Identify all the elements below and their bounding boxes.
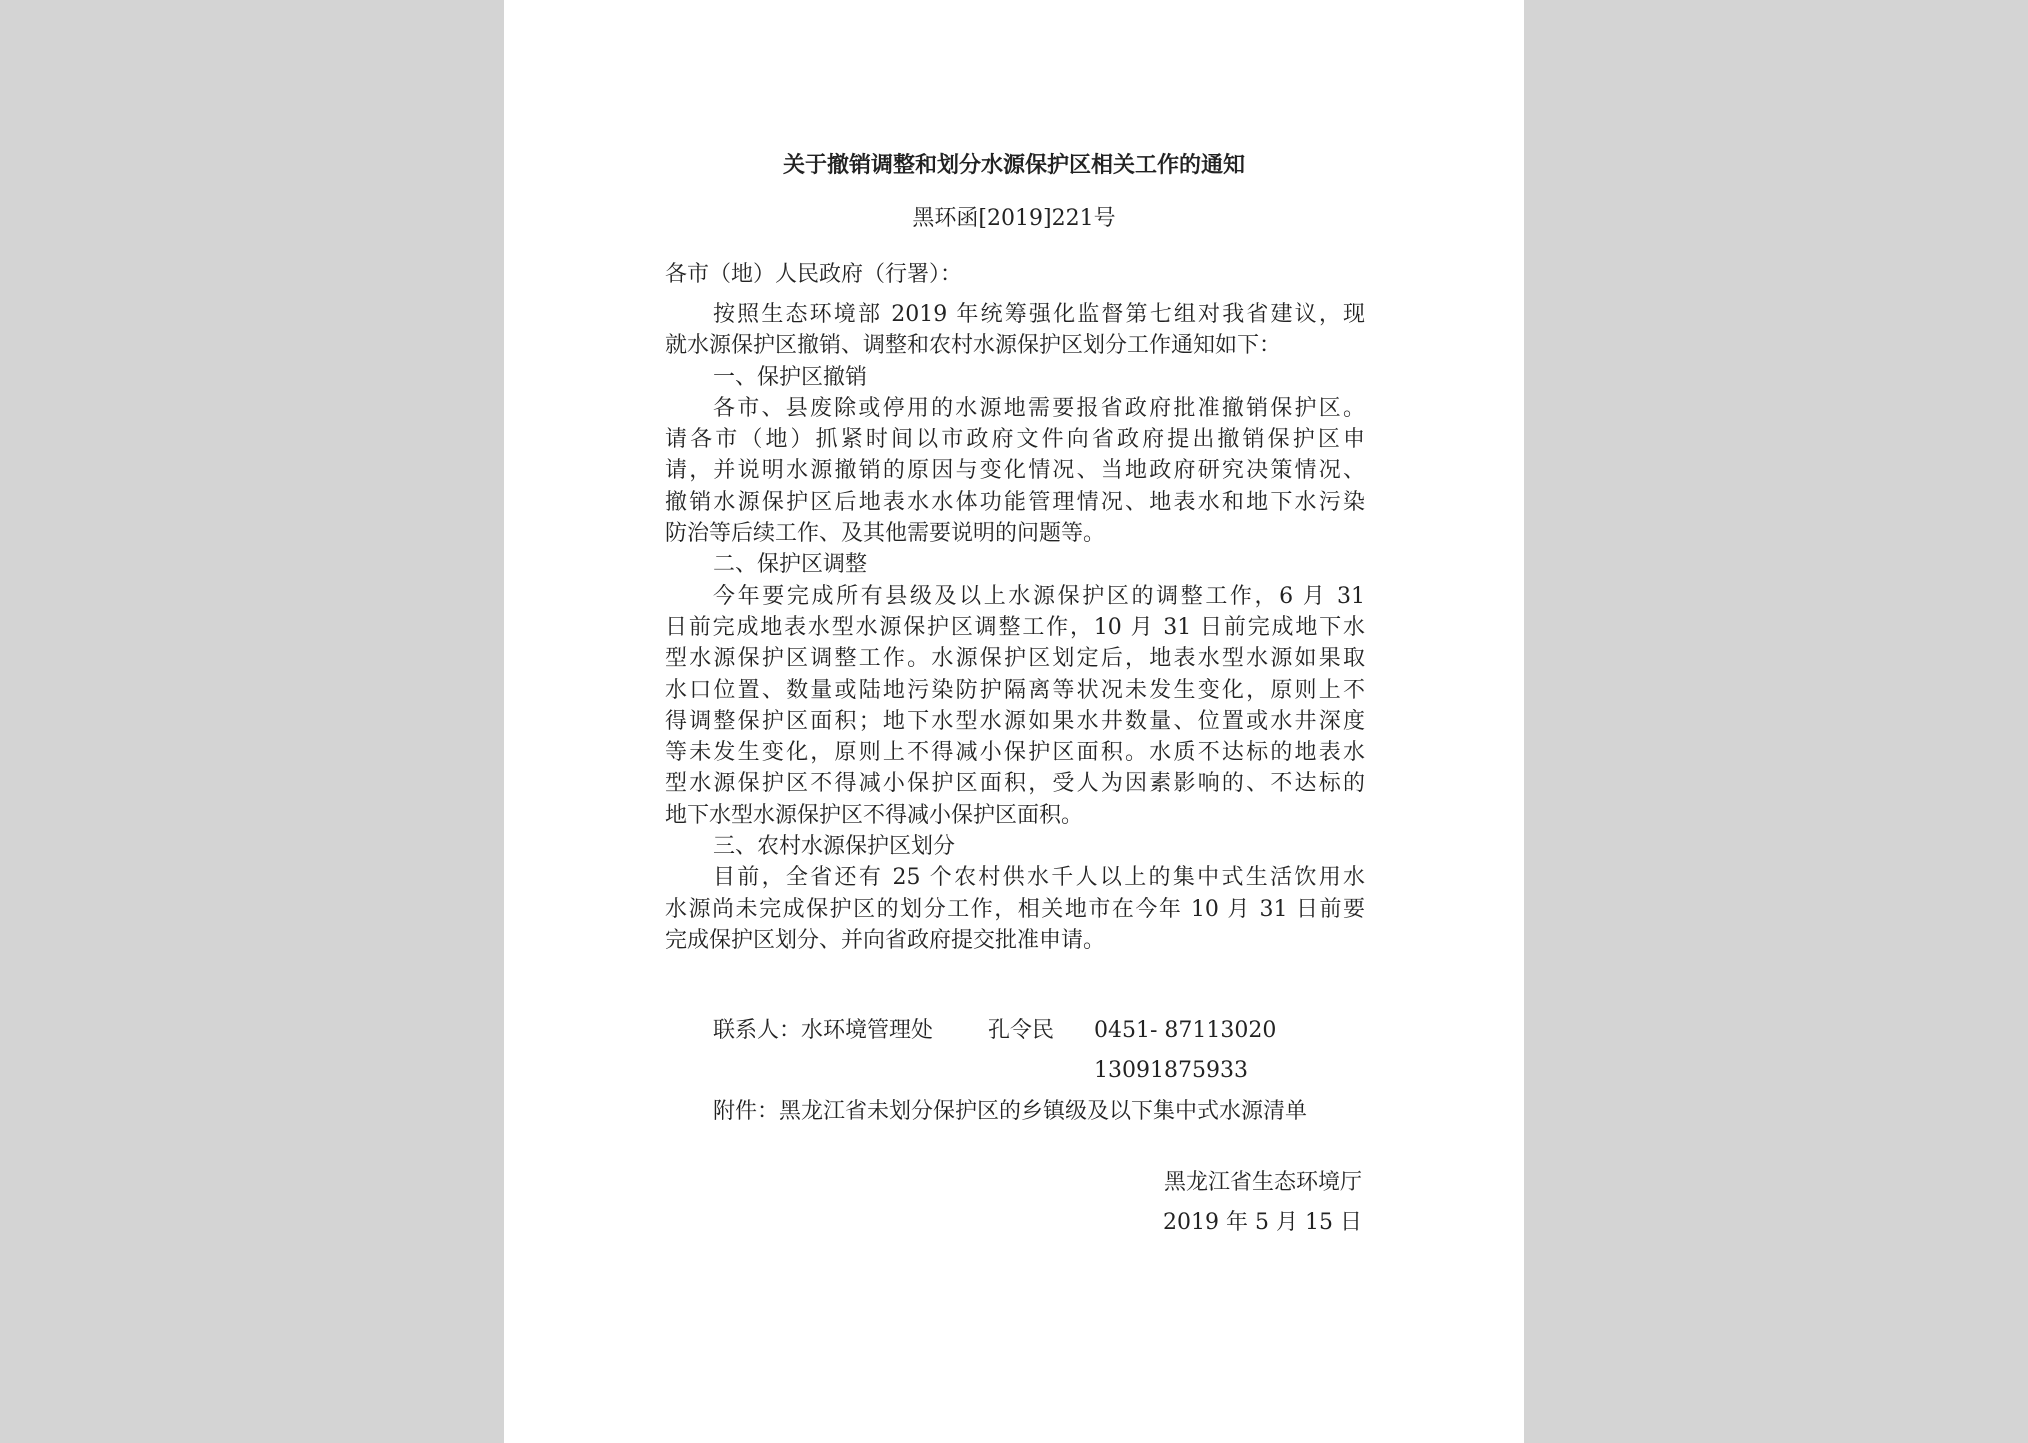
document-title: 关于撤销调整和划分水源保护区相关工作的通知 <box>782 152 1245 178</box>
paragraph-line: 就水源保护区撤销、调整和农村水源保护区划分工作通知如下： <box>665 333 1282 359</box>
paragraph-line: 请，并说明水源撤销的原因与变化情况、当地政府研究决策情况、 <box>665 458 1365 484</box>
paragraph-line: 请各市（地）抓紧时间以市政府文件向省政府提出撤销保护区申 <box>665 427 1365 453</box>
contact-name: 孔令民 <box>988 1018 1055 1043</box>
signature-org: 黑龙江省生态环境厅 <box>1163 1170 1362 1195</box>
section-heading: 二、保护区调整 <box>713 552 868 578</box>
paragraph-line: 等未发生变化，原则上不得减小保护区面积。水质不达标的地表水 <box>665 740 1365 766</box>
paragraph-line: 地下水型水源保护区不得减小保护区面积。 <box>665 802 1084 828</box>
document-number: 黑环函[2019]221号 <box>912 206 1116 231</box>
salutation: 各市（地）人民政府（行署）： <box>665 262 963 287</box>
paragraph-line: 日前完成地表水型水源保护区调整工作，10 月 31 日前完成地下水 <box>665 614 1365 640</box>
contact-mobile: 13091875933 <box>1094 1058 1248 1083</box>
attachment-line: 附件：黑龙江省未划分保护区的乡镇级及以下集中式水源清单 <box>713 1099 1308 1124</box>
paragraph-line: 型水源保护区调整工作。水源保护区划定后，地表水型水源如果取 <box>665 646 1365 672</box>
paragraph-line: 型水源保护区不得减小保护区面积，受人为因素影响的、不达标的 <box>665 771 1365 797</box>
paragraph-line: 撤销水源保护区后地表水水体功能管理情况、地表水和地下水污染 <box>665 489 1365 515</box>
section-heading: 一、保护区撤销 <box>713 364 868 390</box>
paragraph-line: 得调整保护区面积；地下水型水源如果水井数量、位置或水井深度 <box>665 708 1365 734</box>
paragraph-line: 防治等后续工作、及其他需要说明的问题等。 <box>665 521 1106 547</box>
paragraph-line: 按照生态环境部 2019 年统筹强化监督第七组对我省建议，现 <box>713 302 1365 327</box>
signature-date: 2019 年 5 月 15 日 <box>1163 1210 1362 1235</box>
paragraph-line: 水源尚未完成保护区的划分工作，相关地市在今年 10 月 31 日前要 <box>665 896 1365 922</box>
paragraph-line: 水口位置、数量或陆地污染防护隔离等状况未发生变化，原则上不 <box>665 677 1365 703</box>
document-page <box>504 0 1524 1443</box>
document-body <box>665 299 1365 956</box>
contact-phone: 0451- 87113020 <box>1094 1018 1277 1043</box>
contact-label: 联系人：水环境管理处 <box>713 1018 934 1043</box>
section-heading: 三、农村水源保护区划分 <box>713 834 956 860</box>
paragraph-line: 今年要完成所有县级及以上水源保护区的调整工作，6 月 31 <box>713 583 1365 609</box>
paragraph-line: 完成保护区划分、并向省政府提交批准申请。 <box>665 927 1106 953</box>
paragraph-line: 目前，全省还有 25 个农村供水千人以上的集中式生活饮用水 <box>713 865 1365 891</box>
paragraph-line: 各市、县废除或停用的水源地需要报省政府批准撤销保护区。 <box>713 395 1365 421</box>
